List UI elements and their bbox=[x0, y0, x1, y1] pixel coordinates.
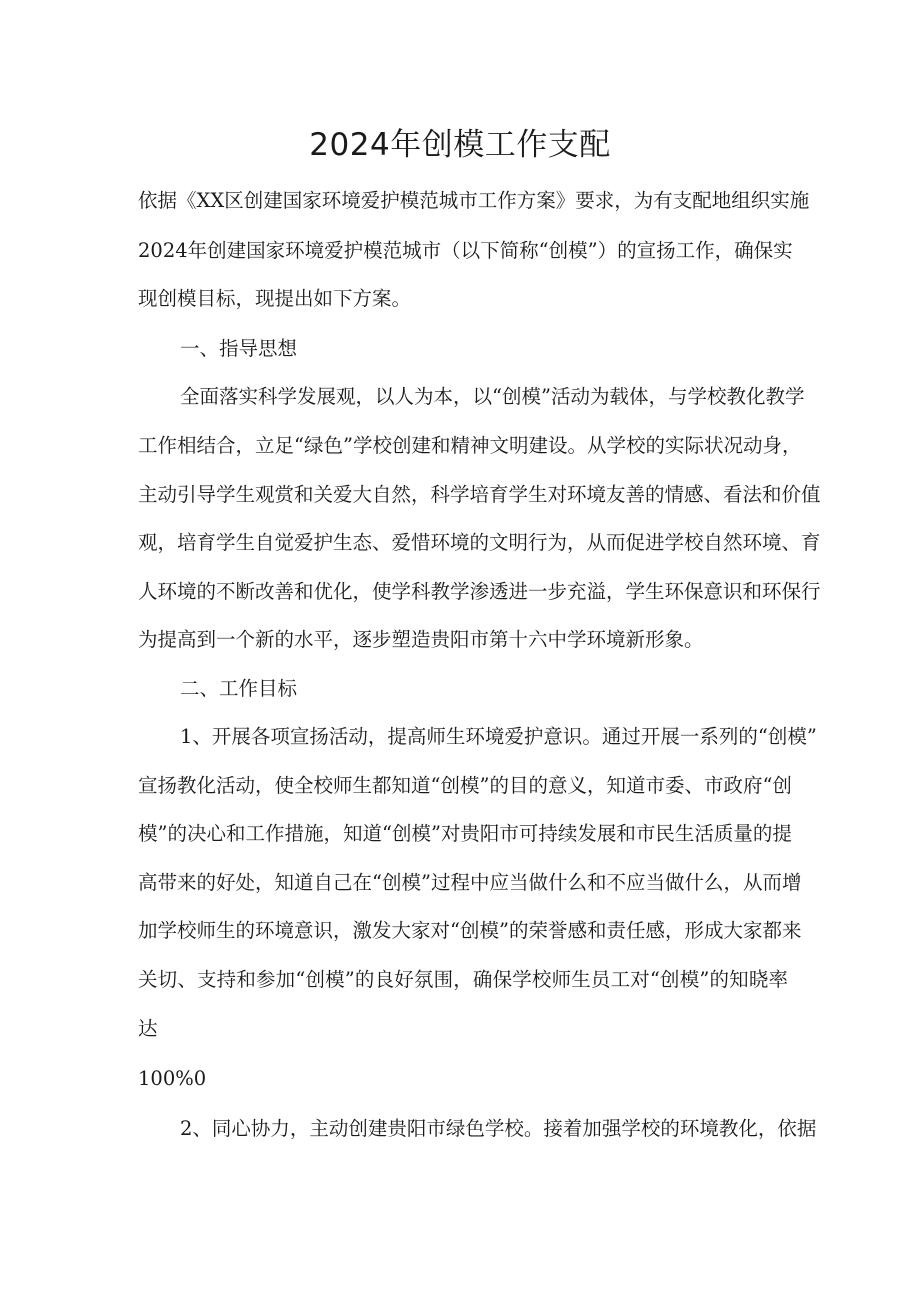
paragraph-line: 为提高到一个新的水平，逐步塑造贵阳市第十六中学环境新形象。 bbox=[138, 628, 704, 651]
intro-line-3: 现创模目标，现提出如下方案。 bbox=[138, 287, 412, 310]
paragraph-line: 全面落实科学发展观，以人为本，以“创模”活动为载体，与学校教化教学 bbox=[180, 385, 805, 408]
goal-2-line: 2、同心协力，主动创建贵阳市绿色学校。接着加强学校的环境教化，依据 bbox=[180, 1117, 817, 1140]
paragraph-line: 观，培育学生自觉爱护生态、爱惜环境的文明行为，从而促进学校自然环境、育 bbox=[138, 531, 821, 554]
goal-1-line: 1、开展各项宣扬活动，提高师生环境爱护意识。通过开展一系列的“创模” bbox=[180, 725, 817, 748]
goal-1-line: 达 bbox=[138, 1017, 158, 1040]
section-heading-guiding-ideology: 一、指导思想 bbox=[180, 337, 298, 360]
goal-1-line: 高带来的好处，知道自己在“创模”过程中应当做什么和不应当做什么，从而增 bbox=[138, 871, 802, 894]
goal-1-line: 关切、支持和参加“创模”的良好氛围，确保学校师生员工对“创模”的知晓率 bbox=[138, 968, 788, 991]
intro-line-2: 2024年创建国家环境爱护模范城市（以下简称“创模”）的宣扬工作，确保实 bbox=[138, 239, 793, 262]
paragraph-line: 主动引导学生观赏和关爱大自然，科学培育学生对环境友善的情感、看法和价值 bbox=[138, 483, 821, 506]
section-heading-work-goals: 二、工作目标 bbox=[180, 677, 298, 700]
paragraph-line: 人环境的不断改善和优化，使学科教学渗透进一步充溢，学生环保意识和环保行 bbox=[138, 580, 821, 603]
document-title: 2024年创模工作支配 bbox=[309, 127, 611, 163]
goal-1-line: 宣扬教化活动，使全校师生都知道“创模”的目的意义，知道市委、市政府“创 bbox=[138, 774, 792, 797]
intro-line-1: 依据《XX区创建国家环境爱护模范城市工作方案》要求，为有支配地组织实施 bbox=[138, 189, 810, 212]
goal-1-line: 加学校师生的环境意识，激发大家对“创模”的荣誉感和责任感，形成大家都来 bbox=[138, 919, 802, 942]
awareness-rate-value: 100%0 bbox=[138, 1067, 207, 1090]
paragraph-line: 工作相结合，立足“绿色”学校创建和精神文明建设。从学校的实际状况动身， bbox=[138, 434, 802, 457]
goal-1-line: 模”的决心和工作措施，知道“创模”对贵阳市可持续发展和市民生活质量的提 bbox=[138, 822, 792, 845]
